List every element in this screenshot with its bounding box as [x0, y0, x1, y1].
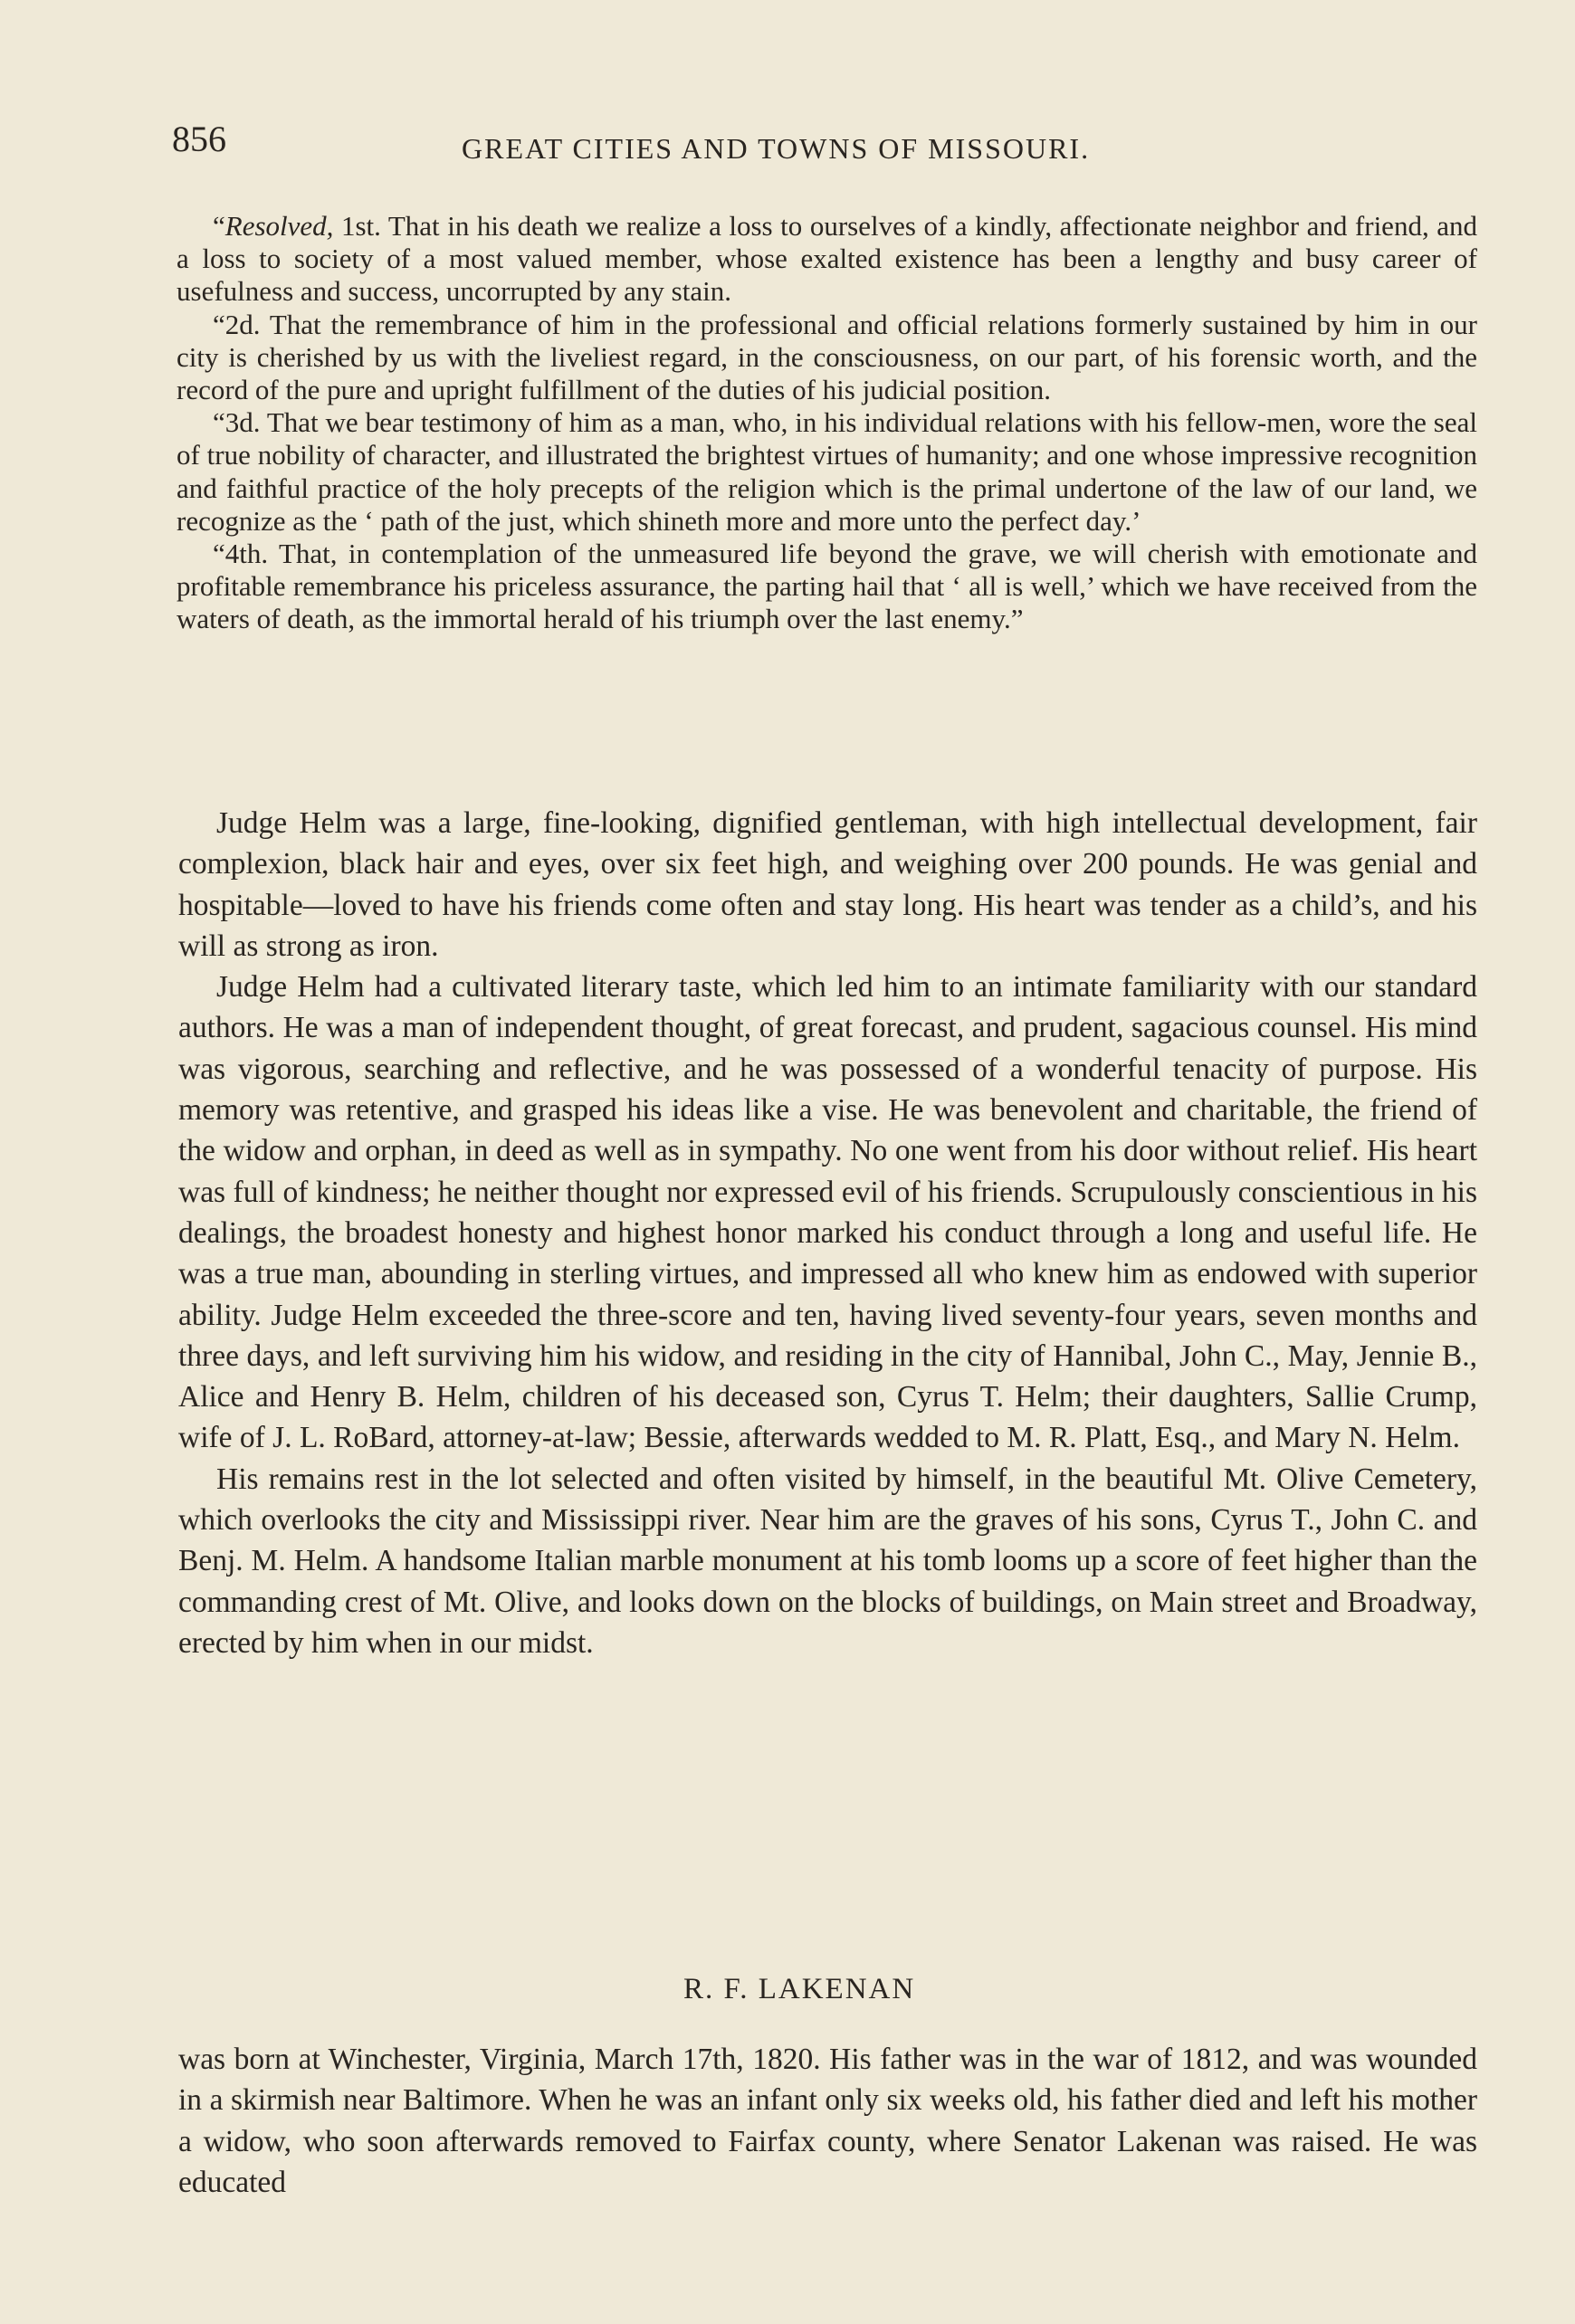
section-heading: R. F. LAKENAN	[683, 1973, 916, 2005]
paragraph-appearance: Judge Helm was a large, fine-looking, dignified gentleman, with high intellectual development, fair complexion, black hair and eyes, over six feet high, and weighing over 200 pounds. He was genial and hospitable—loved to have his friends come often and stay long. His heart was tender as a child’s, and his will as strong as iron.	[178, 806, 1477, 963]
resolutions-block	[177, 210, 1477, 636]
page-header	[172, 118, 1475, 172]
resolution-1st	[177, 210, 1477, 309]
biography-body	[178, 803, 1477, 1663]
paragraph-remains: His remains rest in the lot selected and often visited by himself, in the beautiful Mt. Olive Cemetery, which overlooks the city and Mississippi river. Near him are the graves of his sons, Cyrus T., John C. and Benj. M. Helm. A handsome Italian marble monument at his tomb looms up a score of feet higher than the commanding crest of Mt. Olive, and looks down on the blocks of buildings, on Main street and Broadway, erected by him when in our midst.	[178, 1462, 1477, 1660]
resolution-1st-text: 1st. That in his death we realize a loss to ourselves of a kindly, affectionate neighbor and friend, and a loss to society of a most valued member, whose exalted existence has been a lengthy and busy career of usefulness and success, uncorrupted by any stain.	[177, 210, 1477, 308]
running-title: GREAT CITIES AND TOWNS OF MISSOURI.	[462, 132, 1091, 165]
lakenan-paragraph: was born at Winchester, Virginia, March 17th, 1820. His father was in the war of 1812, and was wounded in a skirmish near Baltimore. When he was an infant only six weeks old, his father died and left his mother a widow, who soon afterwards removed to Fairfax county, where Senator Lakenan was raised. He was educated	[178, 2043, 1477, 2199]
open-quote: “	[213, 210, 225, 242]
resolution-4th: “4th. That, in contemplation of the unmeasured life beyond the grave, we will cherish with emotionate and profitable remembrance his priceless assurance, the parting hail that ‘ all is well,’ which we have received from the waters of death, as the immortal herald of his triumph over the last enemy.”	[177, 538, 1477, 635]
resolution-2d: “2d. That the remembrance of him in the professional and official relations formerly sustained by him in our city is cherished by us with the liveliest regard, in the consciousness, on our part, of his forensic worth, and the record of the pure and upright fulfillment of the duties of his judicial position.	[177, 308, 1477, 406]
resolution-3d: “3d. That we bear testimony of him as a man, who, in his individual relations with his fellow-men, wore the seal of true nobility of character, and illustrated the brightest virtues of humanity; and one whose impressive recognition and faithful practice of the holy precepts of the religion which is the primal undertone of the law of our land, we recognize as the ‘ path of the just, which shineth more and more unto the perfect day.’	[177, 406, 1477, 537]
paragraph-character: Judge Helm had a cultivated literary taste, which led him to an intimate familiarity with our standard authors. He was a man of independent thought, of great forecast, and prudent, sagacious counsel. His mind was vigorous, searching and reflective, and he was possessed of a wonderful tenacity of purpose. His memory was retentive, and grasped his ideas like a vise. He was benevolent and charitable, the friend of the widow and orphan, in deed as well as in sympathy. No one went from his door without relief. His heart was full of kindness; he neither thought nor expressed evil of his friends. Scrupulously conscientious in his dealings, the broadest honesty and highest honor marked his conduct through a long and useful life. He was a true man, abounding in sterling virtues, and impressed all who knew him as endowed with superior ability. Judge Helm exceeded the three-score and ten, having lived seventy-four years, seven months and three days, and left surviving him his widow, and residing in the city of Hannibal, John C., May, Jennie B., Alice and Henry B. Helm, children of his deceased son, Cyrus T. Helm; their daughters, Sallie Crump, wife of J. L. RoBard, attorney-at-law; Bessie, afterwards wedded to M. R. Platt, Esq., and Mary N. Helm.	[178, 970, 1477, 1455]
resolved-word: Resolved,	[224, 210, 334, 242]
page-number: 856	[172, 119, 226, 159]
lakenan-section	[178, 2039, 1477, 2203]
